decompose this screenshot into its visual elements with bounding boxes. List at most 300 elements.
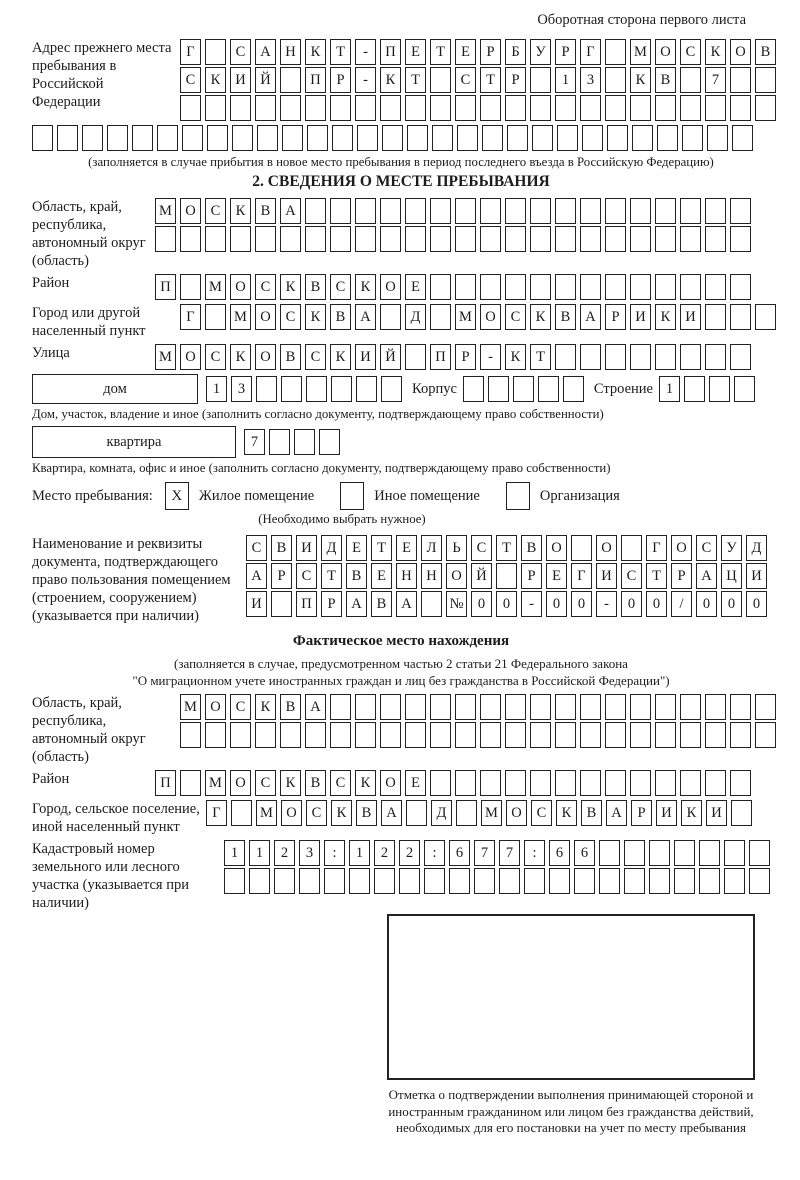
char-box[interactable]: Г [580, 39, 601, 65]
char-box[interactable] [280, 226, 301, 252]
char-box[interactable]: 7 [244, 429, 265, 455]
char-box[interactable] [349, 868, 370, 894]
char-box[interactable] [599, 868, 620, 894]
char-box[interactable] [549, 868, 570, 894]
char-box[interactable]: О [380, 770, 401, 796]
char-box[interactable]: 0 [546, 591, 567, 617]
char-box[interactable] [580, 694, 601, 720]
char-box[interactable] [271, 591, 292, 617]
char-box[interactable] [407, 125, 428, 151]
char-box[interactable]: Б [505, 39, 526, 65]
char-box[interactable]: А [396, 591, 417, 617]
char-box[interactable]: 3 [580, 67, 601, 93]
char-box[interactable] [630, 722, 651, 748]
char-box[interactable] [605, 344, 626, 370]
char-box[interactable] [505, 198, 526, 224]
char-box[interactable]: Т [496, 535, 517, 561]
char-box[interactable]: И [596, 563, 617, 589]
char-box[interactable]: С [280, 304, 301, 330]
char-box[interactable]: Л [421, 535, 442, 561]
char-box[interactable] [605, 770, 626, 796]
char-box[interactable]: Т [371, 535, 392, 561]
char-box[interactable]: 1 [555, 67, 576, 93]
char-box[interactable]: 1 [349, 840, 370, 866]
char-box[interactable] [205, 95, 226, 121]
char-box[interactable] [709, 376, 730, 402]
char-box[interactable]: Т [530, 344, 551, 370]
char-box[interactable]: К [280, 770, 301, 796]
char-box[interactable] [405, 694, 426, 720]
char-box[interactable] [555, 694, 576, 720]
char-box[interactable]: М [481, 800, 502, 826]
char-box[interactable]: С [455, 67, 476, 93]
char-box[interactable] [180, 226, 201, 252]
char-box[interactable]: / [671, 591, 692, 617]
char-box[interactable]: О [655, 39, 676, 65]
char-box[interactable] [538, 376, 559, 402]
char-box[interactable]: Р [330, 67, 351, 93]
char-box[interactable]: В [346, 563, 367, 589]
char-box[interactable] [580, 226, 601, 252]
char-box[interactable]: 3 [299, 840, 320, 866]
char-box[interactable]: Й [380, 344, 401, 370]
char-box[interactable] [330, 694, 351, 720]
char-box[interactable]: Д [405, 304, 426, 330]
char-box[interactable] [231, 800, 252, 826]
char-box[interactable] [655, 274, 676, 300]
char-box[interactable]: С [696, 535, 717, 561]
char-box[interactable] [730, 722, 751, 748]
char-box[interactable]: У [721, 535, 742, 561]
char-box[interactable]: С [330, 274, 351, 300]
char-box[interactable] [632, 125, 653, 151]
char-box[interactable]: 2 [274, 840, 295, 866]
char-box[interactable] [605, 226, 626, 252]
char-box[interactable] [107, 125, 128, 151]
char-box[interactable] [230, 226, 251, 252]
char-box[interactable] [399, 868, 420, 894]
char-box[interactable] [432, 125, 453, 151]
char-box[interactable] [530, 770, 551, 796]
char-box[interactable] [474, 868, 495, 894]
char-box[interactable] [680, 198, 701, 224]
char-box[interactable] [380, 95, 401, 121]
char-box[interactable]: М [230, 304, 251, 330]
char-box[interactable] [224, 868, 245, 894]
char-box[interactable]: М [155, 198, 176, 224]
char-box[interactable]: Д [431, 800, 452, 826]
char-box[interactable]: К [355, 274, 376, 300]
char-box[interactable] [155, 226, 176, 252]
char-box[interactable]: М [205, 274, 226, 300]
char-box[interactable]: Е [346, 535, 367, 561]
char-box[interactable] [455, 770, 476, 796]
char-box[interactable]: Т [330, 39, 351, 65]
char-box[interactable]: - [355, 39, 376, 65]
char-box[interactable] [730, 770, 751, 796]
char-box[interactable]: М [455, 304, 476, 330]
char-box[interactable] [496, 563, 517, 589]
char-box[interactable] [357, 125, 378, 151]
char-box[interactable]: А [246, 563, 267, 589]
char-box[interactable]: Е [546, 563, 567, 589]
char-box[interactable] [255, 722, 276, 748]
char-box[interactable]: 7 [705, 67, 726, 93]
char-box[interactable] [505, 226, 526, 252]
char-box[interactable]: 6 [574, 840, 595, 866]
char-box[interactable] [306, 376, 327, 402]
char-box[interactable]: М [256, 800, 277, 826]
char-box[interactable]: О [281, 800, 302, 826]
char-box[interactable]: В [280, 694, 301, 720]
char-box[interactable]: А [255, 39, 276, 65]
char-box[interactable] [555, 344, 576, 370]
char-box[interactable] [580, 770, 601, 796]
char-box[interactable]: П [296, 591, 317, 617]
char-box[interactable] [294, 429, 315, 455]
char-box[interactable] [699, 840, 720, 866]
char-box[interactable] [605, 67, 626, 93]
char-box[interactable]: Р [321, 591, 342, 617]
char-box[interactable]: К [681, 800, 702, 826]
char-box[interactable] [682, 125, 703, 151]
char-box[interactable] [530, 67, 551, 93]
char-box[interactable] [255, 95, 276, 121]
char-box[interactable]: К [331, 800, 352, 826]
char-box[interactable]: И [230, 67, 251, 93]
char-box[interactable] [755, 304, 776, 330]
char-box[interactable] [705, 344, 726, 370]
char-box[interactable] [430, 722, 451, 748]
char-box[interactable] [605, 722, 626, 748]
char-box[interactable] [621, 535, 642, 561]
char-box[interactable] [680, 344, 701, 370]
char-box[interactable]: А [280, 198, 301, 224]
char-box[interactable] [205, 722, 226, 748]
char-box[interactable] [455, 274, 476, 300]
char-box[interactable] [524, 868, 545, 894]
char-box[interactable] [655, 95, 676, 121]
char-box[interactable] [655, 722, 676, 748]
char-box[interactable] [599, 840, 620, 866]
char-box[interactable]: С [180, 67, 201, 93]
char-box[interactable]: С [255, 770, 276, 796]
char-box[interactable]: С [246, 535, 267, 561]
char-box[interactable] [630, 344, 651, 370]
char-box[interactable] [574, 868, 595, 894]
char-box[interactable] [705, 95, 726, 121]
char-box[interactable]: С [230, 39, 251, 65]
char-box[interactable]: О [506, 800, 527, 826]
char-box[interactable]: 0 [571, 591, 592, 617]
char-box[interactable] [381, 376, 402, 402]
char-box[interactable]: Р [605, 304, 626, 330]
char-box[interactable]: Р [631, 800, 652, 826]
char-box[interactable]: О [596, 535, 617, 561]
char-box[interactable]: 0 [696, 591, 717, 617]
char-box[interactable] [205, 304, 226, 330]
char-box[interactable]: 2 [374, 840, 395, 866]
char-box[interactable] [680, 95, 701, 121]
char-box[interactable] [406, 800, 427, 826]
char-box[interactable]: 1 [249, 840, 270, 866]
char-box[interactable]: 0 [646, 591, 667, 617]
char-box[interactable] [732, 125, 753, 151]
char-box[interactable]: К [205, 67, 226, 93]
char-box[interactable]: В [755, 39, 776, 65]
char-box[interactable]: П [430, 344, 451, 370]
char-box[interactable]: Р [271, 563, 292, 589]
char-box[interactable]: - [355, 67, 376, 93]
char-box[interactable] [482, 125, 503, 151]
char-box[interactable]: К [230, 198, 251, 224]
char-box[interactable]: К [530, 304, 551, 330]
char-box[interactable]: А [696, 563, 717, 589]
char-box[interactable]: 1 [659, 376, 680, 402]
char-box[interactable]: С [680, 39, 701, 65]
char-box[interactable] [655, 694, 676, 720]
char-box[interactable] [330, 95, 351, 121]
char-box[interactable]: А [305, 694, 326, 720]
char-box[interactable] [305, 198, 326, 224]
char-box[interactable] [430, 304, 451, 330]
char-box[interactable] [330, 722, 351, 748]
char-box[interactable]: К [255, 694, 276, 720]
char-box[interactable]: С [296, 563, 317, 589]
char-box[interactable]: О [255, 304, 276, 330]
char-box[interactable] [555, 722, 576, 748]
char-box[interactable]: С [505, 304, 526, 330]
char-box[interactable]: Р [555, 39, 576, 65]
char-box[interactable]: Е [396, 535, 417, 561]
char-box[interactable]: О [380, 274, 401, 300]
char-box[interactable]: 1 [224, 840, 245, 866]
char-box[interactable]: С [205, 198, 226, 224]
char-box[interactable]: В [305, 274, 326, 300]
char-box[interactable]: Г [206, 800, 227, 826]
char-box[interactable] [457, 125, 478, 151]
char-box[interactable]: В [371, 591, 392, 617]
char-box[interactable]: О [255, 344, 276, 370]
char-box[interactable] [555, 226, 576, 252]
char-box[interactable] [355, 722, 376, 748]
char-box[interactable]: Е [405, 39, 426, 65]
char-box[interactable] [232, 125, 253, 151]
char-box[interactable] [332, 125, 353, 151]
char-box[interactable] [57, 125, 78, 151]
char-box[interactable] [699, 868, 720, 894]
char-box[interactable] [180, 770, 201, 796]
char-box[interactable] [705, 274, 726, 300]
char-box[interactable] [380, 226, 401, 252]
char-box[interactable]: Н [396, 563, 417, 589]
char-box[interactable]: Т [646, 563, 667, 589]
char-box[interactable]: В [330, 304, 351, 330]
char-box[interactable] [730, 67, 751, 93]
char-box[interactable]: Р [455, 344, 476, 370]
char-box[interactable] [455, 694, 476, 720]
char-box[interactable]: П [155, 274, 176, 300]
char-box[interactable] [480, 198, 501, 224]
char-box[interactable] [355, 694, 376, 720]
char-box[interactable] [405, 226, 426, 252]
char-box[interactable]: О [480, 304, 501, 330]
char-box[interactable] [655, 344, 676, 370]
char-box[interactable]: 3 [231, 376, 252, 402]
char-box[interactable]: А [355, 304, 376, 330]
char-box[interactable]: К [655, 304, 676, 330]
char-box[interactable] [356, 376, 377, 402]
char-box[interactable]: М [155, 344, 176, 370]
char-box[interactable] [649, 868, 670, 894]
char-box[interactable] [430, 198, 451, 224]
char-box[interactable]: И [706, 800, 727, 826]
char-box[interactable] [630, 226, 651, 252]
char-box[interactable]: И [355, 344, 376, 370]
char-box[interactable]: Т [405, 67, 426, 93]
char-box[interactable]: И [296, 535, 317, 561]
char-box[interactable]: С [255, 274, 276, 300]
char-box[interactable] [630, 198, 651, 224]
char-box[interactable] [405, 344, 426, 370]
char-box[interactable] [680, 226, 701, 252]
char-box[interactable]: К [630, 67, 651, 93]
char-box[interactable] [505, 694, 526, 720]
char-box[interactable]: С [205, 344, 226, 370]
char-box[interactable] [255, 226, 276, 252]
char-box[interactable] [655, 226, 676, 252]
char-box[interactable] [730, 226, 751, 252]
char-box[interactable] [180, 722, 201, 748]
char-box[interactable] [730, 274, 751, 300]
char-box[interactable]: К [556, 800, 577, 826]
char-box[interactable] [380, 694, 401, 720]
char-box[interactable] [319, 429, 340, 455]
char-box[interactable]: И [680, 304, 701, 330]
char-box[interactable] [281, 376, 302, 402]
char-box[interactable]: О [730, 39, 751, 65]
char-box[interactable] [157, 125, 178, 151]
char-box[interactable]: С [531, 800, 552, 826]
char-box[interactable]: 0 [721, 591, 742, 617]
char-box[interactable]: - [480, 344, 501, 370]
char-box[interactable] [305, 95, 326, 121]
char-box[interactable] [555, 274, 576, 300]
char-box[interactable] [299, 868, 320, 894]
char-box[interactable] [705, 722, 726, 748]
char-box[interactable] [605, 39, 626, 65]
char-box[interactable] [330, 198, 351, 224]
char-box[interactable] [680, 722, 701, 748]
char-box[interactable]: С [330, 770, 351, 796]
char-box[interactable] [374, 868, 395, 894]
char-box[interactable] [755, 694, 776, 720]
char-box[interactable] [555, 95, 576, 121]
char-box[interactable]: В [305, 770, 326, 796]
char-box[interactable]: Е [405, 770, 426, 796]
char-box[interactable]: : [424, 840, 445, 866]
char-box[interactable] [607, 125, 628, 151]
char-box[interactable]: Н [280, 39, 301, 65]
char-box[interactable] [707, 125, 728, 151]
char-box[interactable]: О [230, 274, 251, 300]
char-box[interactable] [282, 125, 303, 151]
char-box[interactable]: Й [255, 67, 276, 93]
char-box[interactable] [480, 226, 501, 252]
char-box[interactable] [680, 694, 701, 720]
char-box[interactable] [269, 429, 290, 455]
char-box[interactable] [456, 800, 477, 826]
char-box[interactable] [249, 868, 270, 894]
char-box[interactable]: А [346, 591, 367, 617]
char-box[interactable] [530, 694, 551, 720]
char-box[interactable] [582, 125, 603, 151]
char-box[interactable] [405, 95, 426, 121]
char-box[interactable] [749, 840, 770, 866]
char-box[interactable] [680, 770, 701, 796]
char-box[interactable] [505, 770, 526, 796]
char-box[interactable] [755, 67, 776, 93]
char-box[interactable] [205, 226, 226, 252]
char-box[interactable] [680, 274, 701, 300]
char-box[interactable] [32, 125, 53, 151]
char-box[interactable]: К [280, 274, 301, 300]
char-box[interactable]: У [530, 39, 551, 65]
char-box[interactable] [532, 125, 553, 151]
char-box[interactable]: О [180, 198, 201, 224]
char-box[interactable]: П [380, 39, 401, 65]
char-box[interactable] [705, 226, 726, 252]
char-box[interactable]: К [305, 304, 326, 330]
char-box[interactable]: К [380, 67, 401, 93]
char-box[interactable] [488, 376, 509, 402]
char-box[interactable] [705, 694, 726, 720]
char-box[interactable]: О [446, 563, 467, 589]
char-box[interactable] [355, 198, 376, 224]
char-box[interactable] [480, 95, 501, 121]
char-box[interactable] [280, 67, 301, 93]
char-box[interactable] [605, 274, 626, 300]
char-box[interactable] [530, 198, 551, 224]
char-box[interactable]: : [324, 840, 345, 866]
char-box[interactable] [530, 274, 551, 300]
char-box[interactable] [455, 95, 476, 121]
char-box[interactable]: К [505, 344, 526, 370]
char-box[interactable]: 0 [471, 591, 492, 617]
char-box[interactable] [630, 274, 651, 300]
char-box[interactable]: 6 [549, 840, 570, 866]
char-box[interactable]: Г [180, 304, 201, 330]
char-box[interactable] [205, 39, 226, 65]
char-box[interactable]: - [596, 591, 617, 617]
char-box[interactable]: : [524, 840, 545, 866]
char-box[interactable] [705, 770, 726, 796]
char-box[interactable] [424, 868, 445, 894]
char-box[interactable] [705, 198, 726, 224]
char-box[interactable]: В [655, 67, 676, 93]
char-box[interactable] [405, 722, 426, 748]
char-box[interactable]: А [381, 800, 402, 826]
char-box[interactable] [380, 304, 401, 330]
char-box[interactable]: О [546, 535, 567, 561]
char-box[interactable] [207, 125, 228, 151]
char-box[interactable] [480, 694, 501, 720]
char-box[interactable] [230, 95, 251, 121]
char-box[interactable] [355, 226, 376, 252]
char-box[interactable] [730, 95, 751, 121]
char-box[interactable] [630, 95, 651, 121]
char-box[interactable]: 0 [496, 591, 517, 617]
